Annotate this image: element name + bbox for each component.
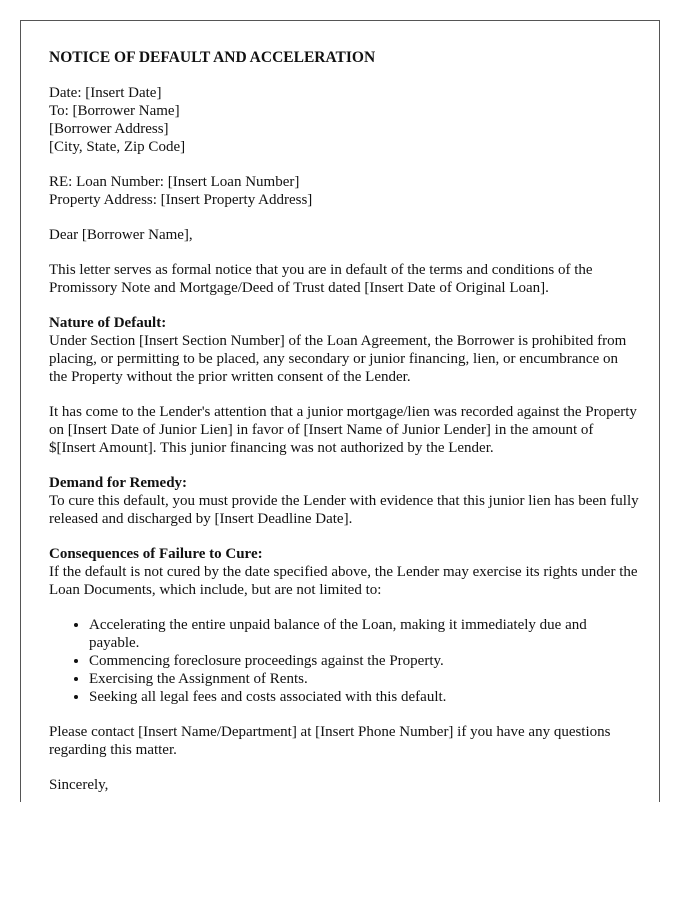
contact-paragraph: Please contact [Insert Name/Department] at [Insert Phone Number] if you have any questions regarding this matter. — [49, 724, 611, 758]
list-item: • Exercising the Assignment of Rents. — [89, 670, 639, 688]
demand-for-remedy-section — [49, 474, 639, 528]
list-item: • Seeking all legal fees and costs associated with this default. — [89, 688, 639, 706]
property-address-line: Property Address: [Insert Property Address] — [49, 192, 313, 208]
closing-line: Sincerely, — [49, 777, 109, 793]
list-item: • Accelerating the entire unpaid balance of the Loan, making it immediately due and payable. — [89, 616, 639, 652]
letter-content — [49, 49, 639, 811]
letter-title: NOTICE OF DEFAULT AND ACCELERATION — [49, 49, 376, 66]
lender-attention-paragraph: It has come to the Lender's attention that a junior mortgage/lien was recorded against the Property on [Insert Date of Junior Lien] in favor of [Insert Name of Junior Lender] in the amount of $[Insert Amount]. This junior financing was not authorized by the Lender. — [49, 404, 637, 456]
nature-of-default-section — [49, 314, 639, 386]
consequences-body: If the default is not cured by the date specified above, the Lender may exercise its rights under the Loan Documents, which include, but are not limited to: — [49, 564, 638, 598]
nature-of-default-heading: Nature of Default: — [49, 315, 167, 331]
nature-of-default-body: Under Section [Insert Section Number] of the Loan Agreement, the Borrower is prohibited from placing, or permitting to be placed, any secondary or junior financing, lien, or encumbrance on the Property without the prior written consent of the Lender. — [49, 333, 627, 385]
demand-for-remedy-heading: Demand for Remedy: — [49, 475, 188, 491]
list-item: • Commencing foreclosure proceedings against the Property. — [89, 652, 639, 670]
consequences-heading: Consequences of Failure to Cure: — [49, 546, 263, 562]
city-state-zip-line: [City, State, Zip Code] — [49, 139, 186, 155]
salutation: Dear [Borrower Name], — [49, 227, 193, 243]
demand-for-remedy-body: To cure this default, you must provide the Lender with evidence that this junior lien has been fully released and discharged by [Insert Deadline Date]. — [49, 493, 639, 527]
date-line: Date: [Insert Date] — [49, 85, 162, 101]
recipient-block — [49, 84, 639, 156]
consequences-section — [49, 545, 639, 599]
consequences-list — [49, 616, 639, 706]
borrower-address-line: [Borrower Address] — [49, 121, 169, 137]
intro-paragraph: This letter serves as formal notice that you are in default of the terms and conditions of the Promissory Note and Mortgage/Deed of Trust dated [Insert Date of Original Loan]. — [49, 262, 593, 296]
reference-block — [49, 173, 639, 209]
to-line: To: [Borrower Name] — [49, 103, 180, 119]
loan-number-line: RE: Loan Number: [Insert Loan Number] — [49, 174, 300, 190]
letter-page — [20, 20, 660, 802]
